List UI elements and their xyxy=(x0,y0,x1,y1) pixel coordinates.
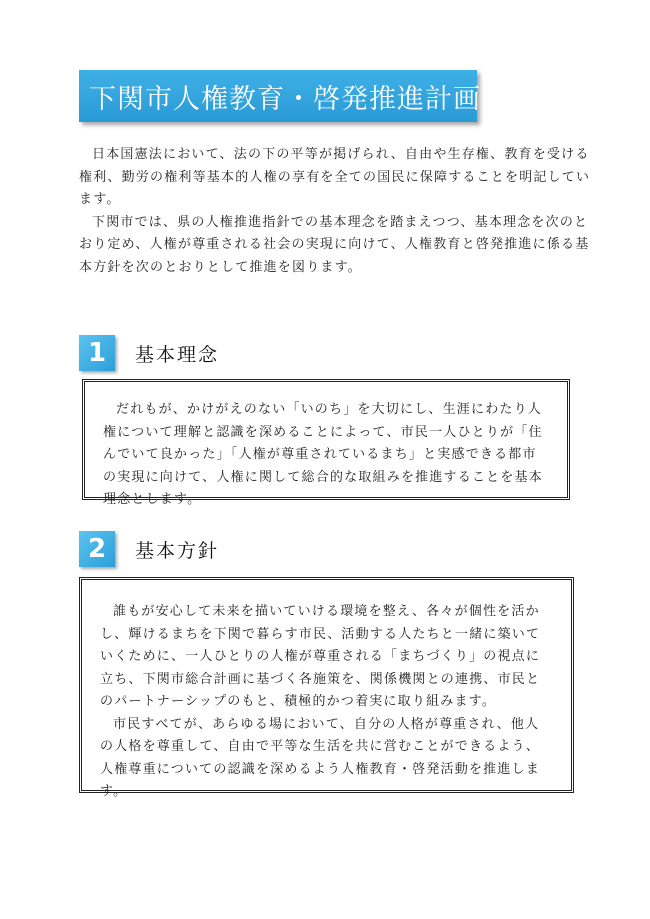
section-heading-basic-policy xyxy=(79,531,219,567)
box-paragraph: 誰もが安心して未来を描いていける環境を整え、各々が個性を活かし、輝けるまちを下関で暮らす市民、活動する人たちと一緒に築いていくために、一人ひとりの人権が尊重される「まちづくり」の視点に立ち、下関市総合計画に基づく各施策を、関係機関との連携、市民とのパートナーシップのもと、積極的かつ着実に取り組みます。 xyxy=(100,604,541,709)
box-paragraph: 市民すべてが、あらゆる場において、自分の人格が尊重され、他人の人格を尊重して、自由で平等な生活を共に営むことができるよう、人権尊重についての認識を深めるよう人権教育・啓発活動を推進します。 xyxy=(100,716,540,799)
section-number-badge: 2 xyxy=(79,531,115,567)
box-paragraph: だれもが、かけがえのない「いのち」を大切にし、生涯にわたり人権について理解と認識を深めることによって、市民一人ひとりが「住んでいて良かった」「人権が尊重されているまち」と実感できる都市の実現に向けて、人権に関して総合的な取組みを推進することを基本理念とします。 xyxy=(103,402,543,507)
intro-text xyxy=(79,144,595,279)
section-title: 基本理念 xyxy=(135,343,220,366)
intro-paragraph: 下関市では、県の人権推進指針での基本理念を踏まえつつ、基本理念を次のとおり定め、人権が尊重される社会の実現に向けて、人権教育と啓発推進に係る基本方針を次のとおりとして推進を図ります。 xyxy=(79,214,590,275)
document-title-banner xyxy=(79,70,481,122)
intro-paragraph: 日本国憲法において、法の下の平等が掲げられ、自由や生存権、教育を受ける権利、勤労の権利等基本的人権の享有を全ての国民に保障することを明記しています。 xyxy=(79,147,591,207)
section-number-badge: 1 xyxy=(79,335,115,371)
document-title: 下関市人権教育・啓発推進計画 xyxy=(89,83,481,115)
section-heading-basic-principle xyxy=(79,335,219,371)
basic-principle-box xyxy=(82,379,570,507)
basic-policy-box xyxy=(79,577,574,799)
section-title: 基本方針 xyxy=(135,539,220,562)
